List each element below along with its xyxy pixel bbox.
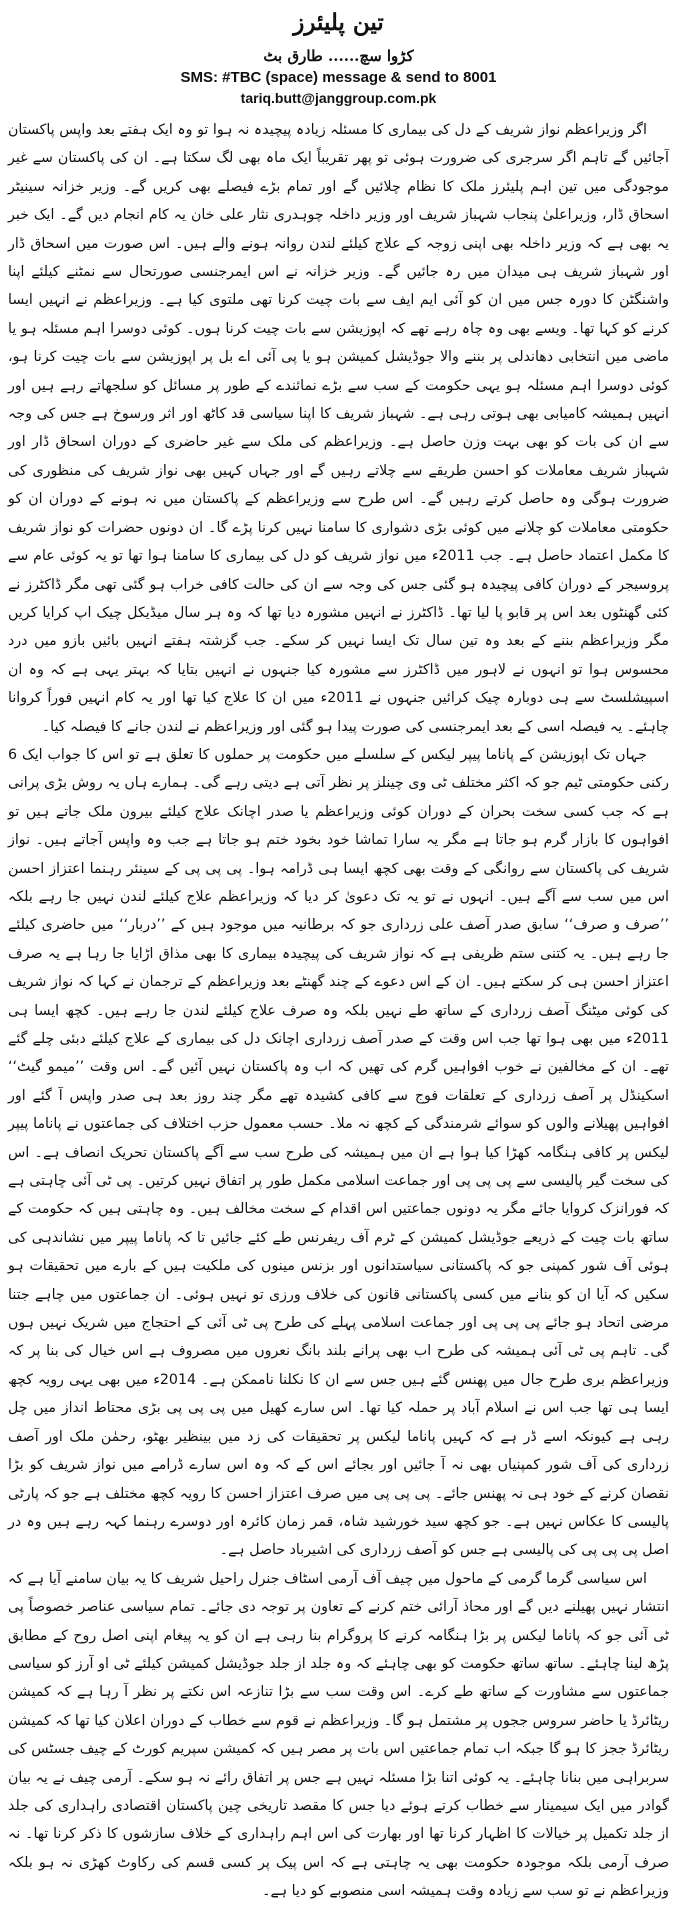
- column-byline: کڑوا سچ...... طارق بٹ: [263, 47, 414, 65]
- column-header: [8, 6, 669, 108]
- article-paragraph: اس سیاسی گرما گرمی کے ماحول میں چیف آف آرمی اسٹاف جنرل راحیل شریف کا یہ بیان سامنے آیا ہے کہ انتشار نہیں پھیلنے دیں گے اور محاذ آرائی ختم کرنے کے تعاون پر توجہ دی جائے۔ تمام سیاسی عناصر خصوصاً پی ٹی آئی جو کہ پاناما لیکس پر بڑا ہنگامہ کرنے کا پروگرام بنا رہی ہے ان کو یہ پیغام اپنی اصل روح کے مطابق پڑھ لینا چاہئے۔ ساتھ ساتھ حکومت کو بھی چاہئے کہ وہ جلد از جلد جوڈیشل کمیشن کیلئے ٹی او آرز کو سیاسی جماعتوں سے مشاورت کے ساتھ طے کرے۔ اس وقت سب سے بڑا تنازعہ اس نکتے پر نظر آ رہا ہے کہ کمیشن ریٹائرڈ یا حاضر سروس ججوں پر مشتمل ہو گا۔ وزیراعظم نے قوم سے خطاب کے دوران اعلان کیا تھا کہ کمیشن ریٹائرڈ ججز کا ہو گا جبکہ اب تمام جماعتیں اس بات پر مصر ہیں کہ کمیشن سپریم کورٹ کے چیف جسٹس کی سربراہی میں بنانا چاہئے۔ یہ کوئی اتنا بڑا مسئلہ نہیں ہے جس پر اتفاق رائے نہ ہو سکے۔ آرمی چیف نے یہ بیان گوادر میں ایک سیمینار سے خطاب کرتے ہوئے دیا جس کا مقصد تاریخی چین پاکستان اقتصادی راہداری کی جلد از جلد تکمیل پر خیالات کا اظہار کرنا تھا اور بھارت کی اس اہم راہداری کے خلاف سازشوں کا ذکر کرنا تھا۔ نہ صرف آرمی بلکہ موجودہ حکومت بھی یہ چاہتی ہے کہ اس پیک پر کسی قسم کی رکاوٹ کھڑی نہ ہو بلکہ وزیراعظم نے تو سب سے زیادہ وقت ہمیشہ اسی منصوبے کو دیا ہے۔: [8, 1570, 669, 1900]
- author-email: tariq.butt@janggroup.com.pk: [240, 90, 437, 106]
- sms-instructions: SMS: #TBC (space) message & send to 8001: [180, 69, 497, 86]
- column-title: تین پلیئرز: [293, 9, 384, 36]
- article-body: [8, 116, 669, 1906]
- article-paragraph: اگر وزیراعظم نواز شریف کے دل کی بیماری کا مسئلہ زیادہ پیچیدہ نہ ہوا تو وہ ایک ہفتے بعد واپس پاکستان آجائیں گے تاہم اگر سرجری کی ضرورت ہوئی تو پھر تقریباً ایک ماہ بھی لگ سکتا ہے۔ ان کی پاکستان سے غیر موجودگی میں تین اہم پلیئرز ملک کا نظام چلائیں گے اور تمام بڑے فیصلے بھی کریں گے۔ وزیر خزانہ سینیٹر اسحاق ڈار، وزیراعلیٰ پنجاب شہباز شریف اور وزیر داخلہ چوہدری نثار علی خان یہ کام انجام دیں گے۔ ایک خبر یہ بھی ہے کہ وزیر داخلہ بھی اپنی زوجہ کے علاج کیلئے لندن روانہ ہونے والے ہیں۔ اس صورت میں اسحاق ڈار اور شہباز شریف ہی میدان میں رہ جائیں گے۔ وزیر خزانہ نے اس ایمرجنسی صورتحال سے نمٹنے کیلئے اپنا واشنگٹن کا دورہ جس میں ان کو آئی ایم ایف سے بات چیت کرنا تھی ملتوی کیا ہے۔ وزیراعظم نے انہیں ایسا کرنے کو کہا تھا۔ ویسے بھی وہ چاہ رہے تھے کہ اپوزیشن سے بات چیت کرنا ہوں۔ کوئی دوسرا اہم مسئلہ ہو یا ماضی میں انتخابی دھاندلی پر بننے والا جوڈیشل کمیشن ہو یا پی آئی اے بل پر اپوزیشن سے بات چیت کرنا ہو، کوئی دوسرا اہم مسئلہ ہو یہی حکومت کے سب سے بڑے نمائندے کے طور پر مسائل کو سلجھاتے رہے ہیں اور انہیں ہمیشہ کامیابی بھی ہوتی رہی ہے۔ شہباز شریف کا اپنا سیاسی قد کاٹھ اور اثر ورسوخ ہے جس کی وجہ سے ان کی بات کو بھی بہت وزن حاصل ہے۔ وزیراعظم کی ملک سے غیر حاضری کے دوران اسحاق ڈار اور شہباز شریف معاملات کو احسن طریقے سے چلاتے رہیں گے اور جہاں کہیں بھی نواز شریف کی منظوری کی ضرورت ہوگی وہ حاصل کرتے رہیں گے۔ اس طرح سے وزیراعظم کے پاکستان میں نہ ہونے کے دوران ان کو حکومتی معاملات کو چلانے میں کوئی بڑی دشواری کا سامنا نہیں کرنا پڑے گا۔ ان دونوں حضرات کو نواز شریف کا مکمل اعتماد حاصل ہے۔ جب 2011ء میں نواز شریف کو دل کی بیماری کا سامنا ہوا تھا تو یہ کوئی عام سے پروسیجر کے دوران کافی پیچیدہ ہو گئی جس کی وجہ سے ان کی حالت کافی خراب ہو گئی تھی مگر ڈاکٹرز نے کئی گھنٹوں بعد اس پر قابو پا لیا تھا۔ ڈاکٹرز نے انہیں مشورہ دیا تھا کہ وہ ہر سال میڈیکل چیک اپ کرایا کریں مگر وزیراعظم بننے کے بعد وہ تین سال تک ایسا نہیں کر سکے۔ جب گزشتہ ہفتے انہیں بائیں بازو میں درد محسوس ہوا تو انہوں نے لاہور میں ڈاکٹرز سے مشورہ کیا جنہوں نے انہیں بتایا کہ بہتر یہی ہے کہ وہ ان اسپیشلسٹ سے ہی دوبارہ چیک کرائیں جنہوں نے 2011ء میں ان کا علاج کیا تھا اور یہ کام انہیں فوراً کروانا چاہئے۔ یہ فیصلہ اسی کے بعد ایمرجنسی کی صورت پیدا ہو گئی اور وزیراعظم نے لندن جانے کا فیصلہ کیا۔: [8, 122, 669, 735]
- article-paragraph: جہاں تک اپوزیشن کے پاناما پیپر لیکس کے سلسلے میں حکومت پر حملوں کا تعلق ہے تو اس کا جواب ایک 6 رکنی حکومتی ٹیم جو کہ اکثر مختلف ٹی وی چینلز پر نظر آتی ہے دیتی رہے گی۔ ہمارے ہاں یہ روش بڑی پرانی ہے کہ جب کسی سخت بحران کے دوران کوئی وزیراعظم یا صدر اچانک علاج کیلئے بیرون ملک جاتے ہیں تو افواہوں کا بازار گرم ہو جاتا ہے مگر یہ سارا تماشا خود بخود ختم ہو جاتا ہے جب وہ واپس آجاتے ہیں۔ نواز شریف کی پاکستان سے روانگی کے وقت بھی کچھ ایسا ہی ڈرامہ ہوا۔ پی پی پی کے سینئر رہنما اعتزاز احسن اس میں سب سے آگے ہیں۔ انہوں نے تو یہ تک دعویٰ کر دیا کہ وزیراعظم علاج کیلئے لندن نہیں جا رہے بلکہ ’’صرف و صرف‘‘ سابق صدر آصف علی زرداری جو کہ برطانیہ میں موجود ہیں کے ’’دربار‘‘ میں حاضری کیلئے جا رہے ہیں۔ یہ کتنی ستم ظریفی ہے کہ نواز شریف کی پیچیدہ بیماری کا بھی مذاق اڑایا جا رہا ہے یہ صرف اعتزاز احسن ہی کر سکتے ہیں۔ ان کے اس دعوے کے چند گھنٹے بعد وزیراعظم کے ترجمان نے کہا کہ نواز شریف کی کوئی میٹنگ آصف زرداری کے ساتھ طے نہیں بلکہ وہ صرف علاج کیلئے لندن جا رہے ہیں۔ کچھ ایسا ہی 2011ء میں بھی ہوا تھا جب اس وقت کے صدر آصف زرداری اچانک دل کی بیماری کے علاج کیلئے دبئی چلے گئے تھے۔ ان کے مخالفین نے خوب افواہیں گرم کی تھیں کہ اب وہ پاکستان نہیں آئیں گے۔ اس وقت ’’میمو گیٹ‘‘ اسکینڈل پر آصف زرداری کے تعلقات فوج سے کافی کشیدہ تھے مگر چند روز بعد ہی صدر واپس آ گئے اور افواہیں پھیلانے والوں کو سوائے شرمندگی کے کچھ نہ ملا۔ حسب معمول حزب اختلاف کی جماعتوں نے پاناما پیپر لیکس پر کافی ہنگامہ کھڑا کیا ہوا ہے ان میں ہمیشہ کی طرح سب سے آگے پاکستان تحریک انصاف ہے۔ اس کی سخت گیر پالیسی سے پی پی پی اور جماعت اسلامی مکمل طور پر اتفاق نہیں کرتیں۔ پی ٹی آئی چاہتی ہے کہ فورانزک کروایا جائے مگر یہ دونوں جماعتیں اس اقدام کے سخت مخالف ہیں۔ وہ چاہتی ہیں کہ حکومت کے ساتھ بات چیت کے ذریعے جوڈیشل کمیشن کے ٹرم آف ریفرنس طے کئے جائیں تا کہ پاناما پیپر میں نشاندہی کی ہوئی آف شور کمپنی جو کہ پاکستانی سیاستدانوں اور بزنس مینوں کی ملکیت ہیں کے بارے میں تحقیقات ہو سکیں کہ آیا ان کو بنانے میں کسی پاکستانی قانون کی خلاف ورزی تو نہیں ہوئی۔ ان جماعتوں میں چاہے جتنا مرضی اتحاد ہو جائے پی پی پی اور جماعت اسلامی پہلے کی طرح پی ٹی آئی کے احتجاج میں شریک نہیں ہوں گی۔ تاہم پی ٹی آئی ہمیشہ کی طرح اب بھی پرانے بلند بانگ نعروں میں مصروف ہے اس خیال کی بنا پر کہ وزیراعظم بری طرح جال میں پھنس گئے ہیں جس سے ان کا نکلنا ناممکن ہے۔ 2014ء میں بھی یہی رویہ کچھ ایسا ہی تھا جب اس نے اسلام آباد پر حملہ کیا تھا۔ اس سارے کھیل میں پی پی پی بڑی محتاط انداز میں چل رہی ہے کیونکہ اسے ڈر ہے کہ کہیں پاناما لیکس پر تحقیقات کی زد میں بینظیر بھٹو، رحمٰن ملک اور آصف زرداری کی آف شور کمپنیاں بھی نہ آ جائیں اور بجائے اس کے کہ وہ اس سارے ڈرامے میں نواز شریف کو بڑا نقصان کرنے کے خود ہی نہ پھنس جائے۔ پی پی پی میں صرف اعتزاز احسن کا رویہ کچھ مختلف ہے جو کہ پارٹی پالیسی کا عکاس نہیں ہے۔ جو کچھ سید خورشید شاہ، قمر زمان کائرہ اور دوسرے رہنما کہہ رہے ہیں وہ در اصل پی پی پی کی پالیسی ہے جس کو آصف زرداری کی اشیرباد حاصل ہے۔: [8, 746, 669, 1559]
